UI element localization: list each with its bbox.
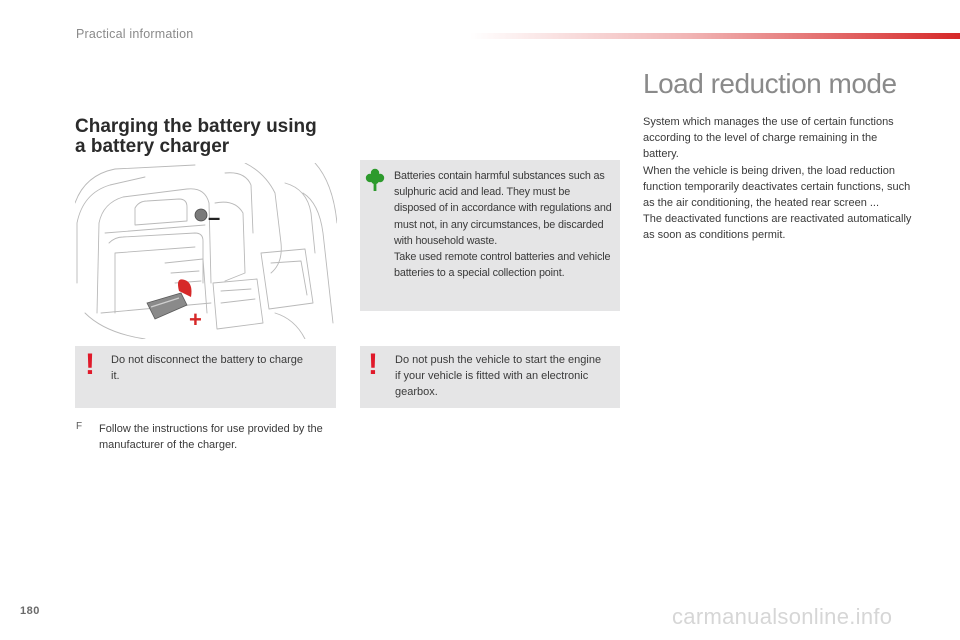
environment-note-text bbox=[394, 168, 614, 281]
load-reduction-heading: Load reduction mode bbox=[643, 68, 897, 99]
battery-charging-illustration bbox=[75, 163, 337, 339]
section-title: Practical information bbox=[76, 27, 194, 41]
load-reduction-paragraph: When the vehicle is being driven, the load reduction function temporarily deactivates certain functions, such as the air conditioning, the heated rear screen ... bbox=[643, 164, 911, 210]
step-instruction: Follow the instructions for use provided by the manufacturer of the charger. bbox=[99, 423, 323, 451]
page-number: 180 bbox=[20, 605, 40, 617]
load-reduction-body bbox=[643, 114, 913, 244]
warning-text-disconnect: Do not disconnect the battery to charge it. bbox=[111, 354, 304, 382]
warning-text-push-start: Do not push the vehicle to start the engine if your vehicle is fitted with an electronic gearbox. bbox=[395, 354, 602, 398]
load-reduction-paragraph: The deactivated functions are reactivated automatically as soon as conditions permit. bbox=[643, 213, 912, 242]
tree-icon bbox=[365, 168, 385, 192]
environment-note-paragraph: Take used remote control batteries and vehicle batteries to a special collection point. bbox=[394, 251, 611, 280]
warning-icon: ! bbox=[368, 348, 378, 381]
plus-sign: + bbox=[189, 307, 202, 332]
step-marker: F bbox=[76, 421, 83, 432]
charging-heading: Charging the battery using a battery charger bbox=[75, 116, 317, 157]
watermark: carmanualsonline.info bbox=[672, 604, 893, 629]
load-reduction-paragraph: System which manages the use of certain functions according to the level of charge remaining in the battery. bbox=[643, 116, 894, 161]
environment-note-paragraph: Batteries contain harmful substances such as sulphuric acid and lead. They must be disposed of in accordance with regulations and must not, in any circumstances, be discarded with household waste. bbox=[394, 170, 612, 247]
minus-sign: – bbox=[208, 205, 221, 230]
warning-icon: ! bbox=[85, 348, 95, 381]
header-accent-bar bbox=[470, 33, 960, 39]
